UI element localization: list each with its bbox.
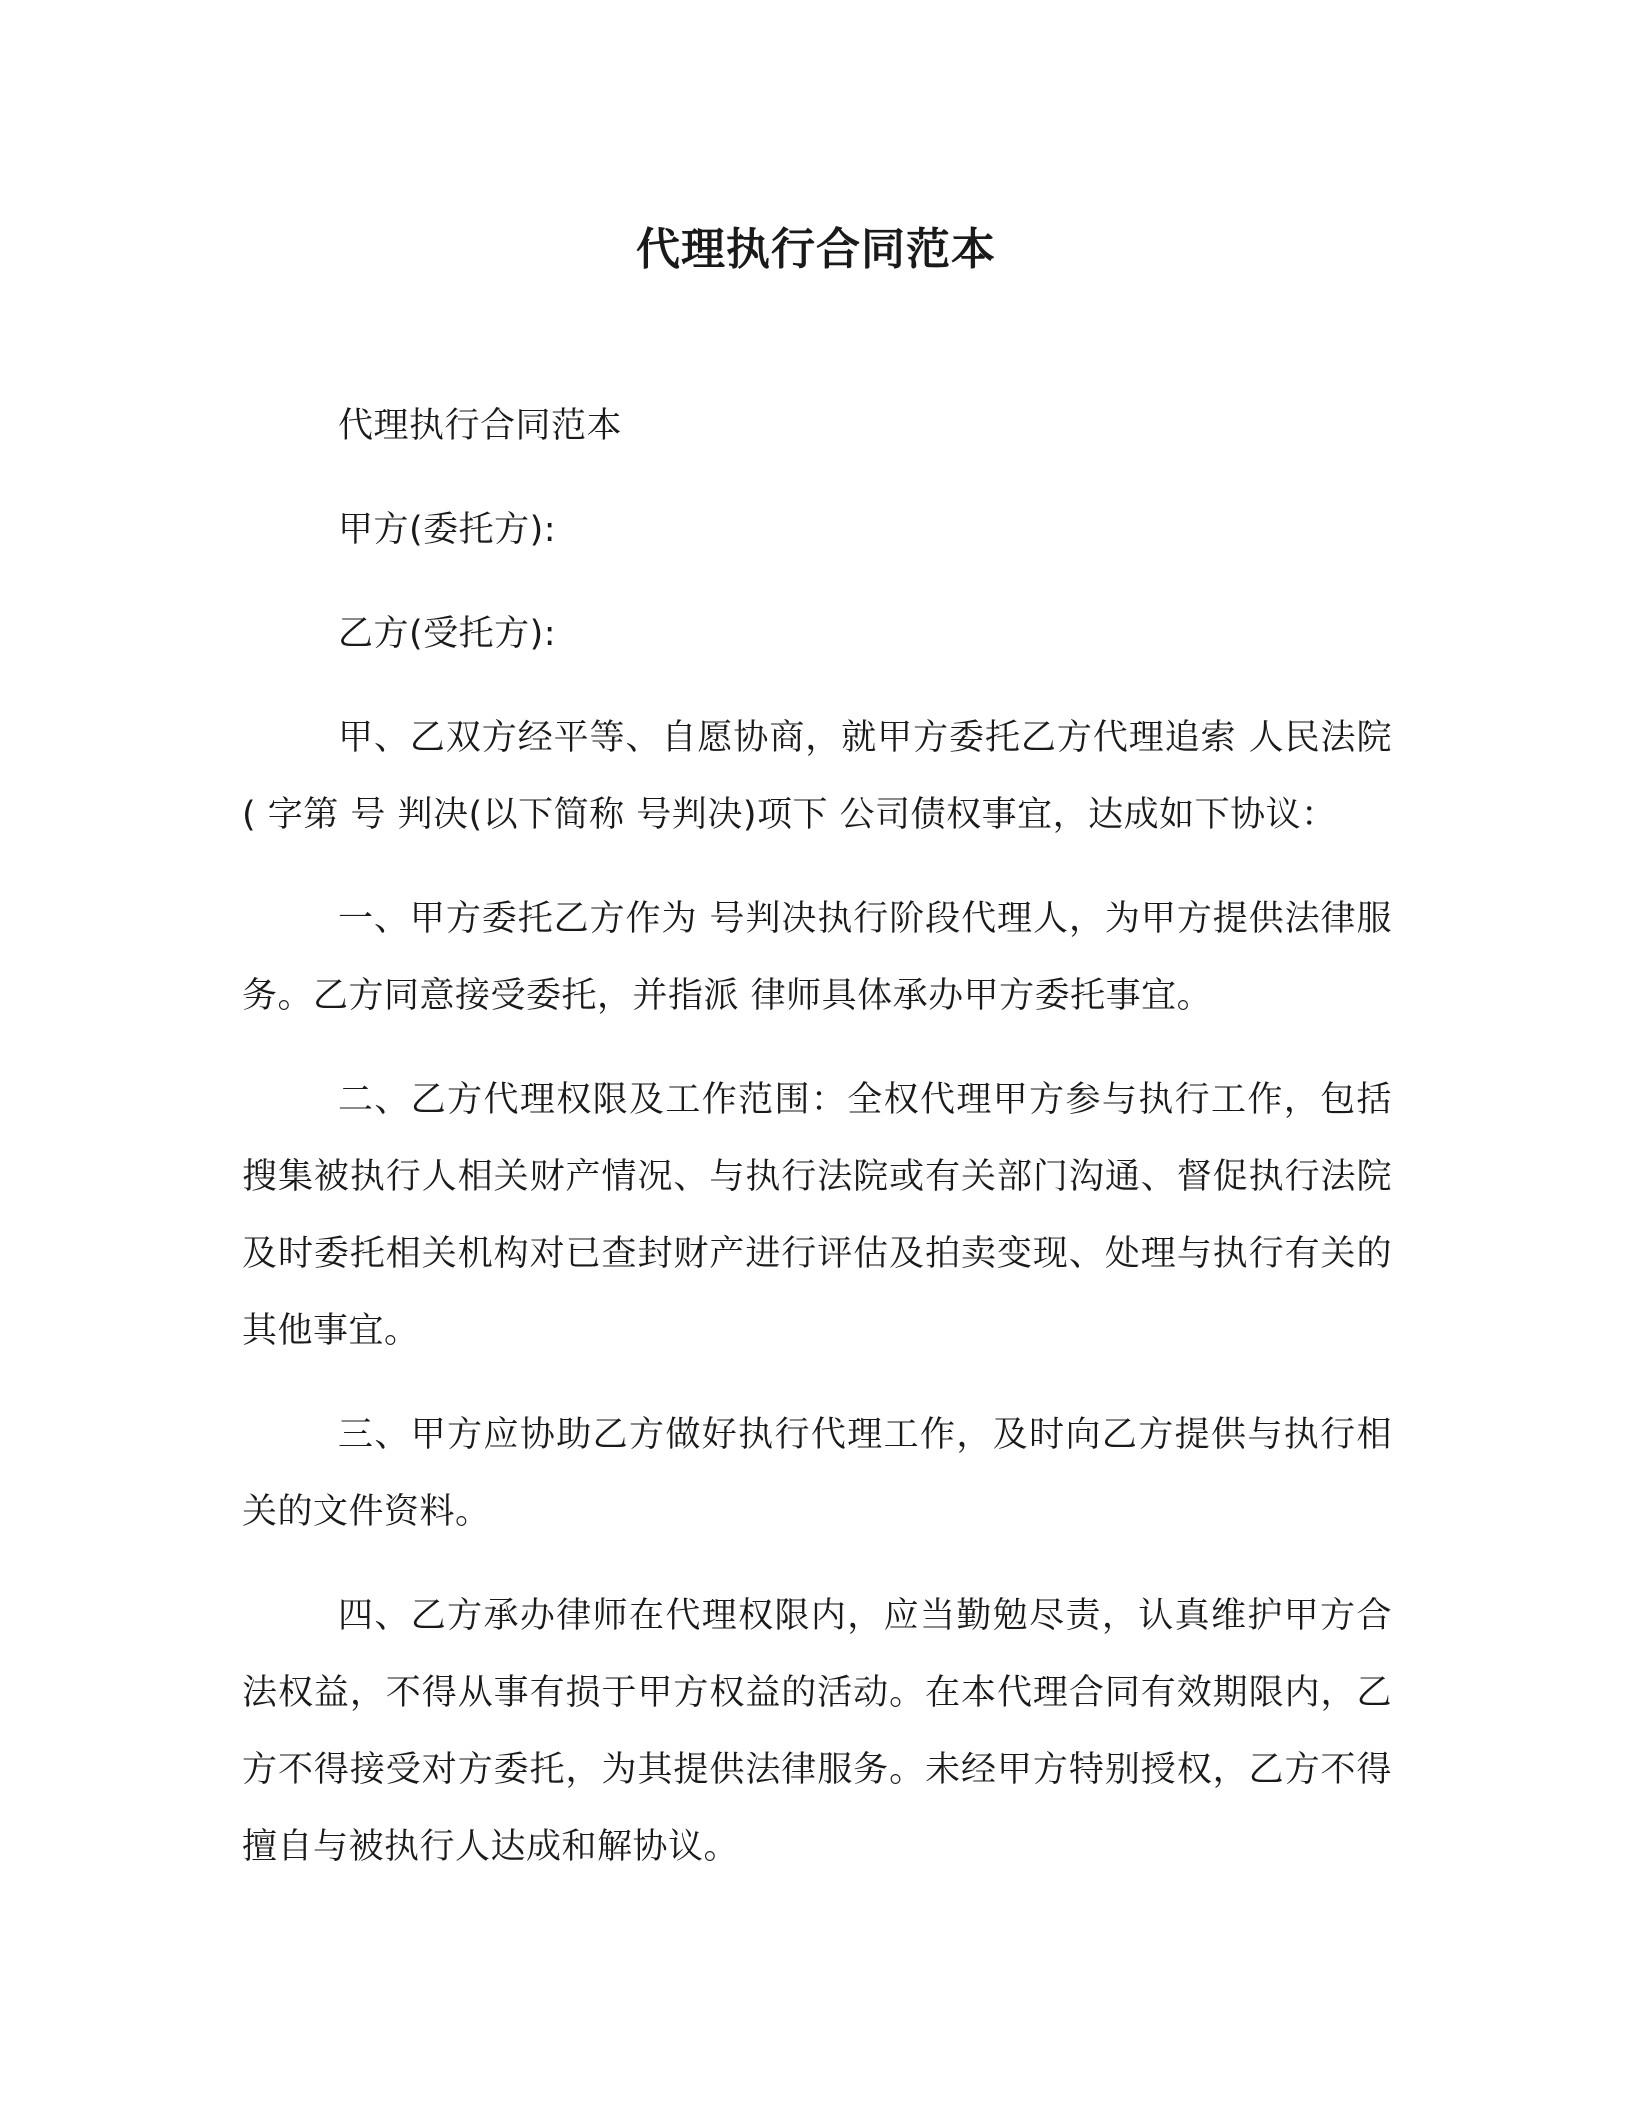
paragraph-party-a: 甲方(委托方): — [338, 510, 557, 550]
paragraph-preamble: 甲、乙双方经平等、自愿协商，就甲方委托乙方代理追索 人民法院( 字第 号 判决(以下简称 号判决)项下 公司债权事宜，达成如下协议： — [242, 718, 1392, 835]
paragraph-clause-3: 三、甲方应协助乙方做好执行代理工作，及时向乙方提供与执行相关的文件资料。 — [242, 1415, 1392, 1532]
paragraph-clause-1: 一、甲方委托乙方作为 号判决执行阶段代理人，为甲方提供法律服务。乙方同意接受委托，并指派 律师具体承办甲方委托事宜。 — [242, 899, 1392, 1016]
paragraph-subtitle: 代理执行合同范本 — [338, 406, 623, 446]
paragraph-party-b: 乙方(受托方): — [338, 614, 557, 654]
paragraph-clause-2: 二、乙方代理权限及工作范围：全权代理甲方参与执行工作，包括搜集被执行人相关财产情况、与执行法院或有关部门沟通、督促执行法院及时委托相关机构对已查封财产进行评估及拍卖变现、处理与执行有关的其他事宜。 — [242, 1080, 1392, 1351]
document-title: 代理执行合同范本 — [636, 224, 996, 275]
document-body — [242, 388, 1392, 1913]
paragraph-clause-4: 四、乙方承办律师在代理权限内，应当勤勉尽责，认真维护甲方合法权益，不得从事有损于甲方权益的活动。在本代理合同有效期限内，乙方不得接受对方委托，为其提供法律服务。未经甲方特别授权，乙方不得擅自与被执行人达成和解协议。 — [242, 1596, 1392, 1867]
